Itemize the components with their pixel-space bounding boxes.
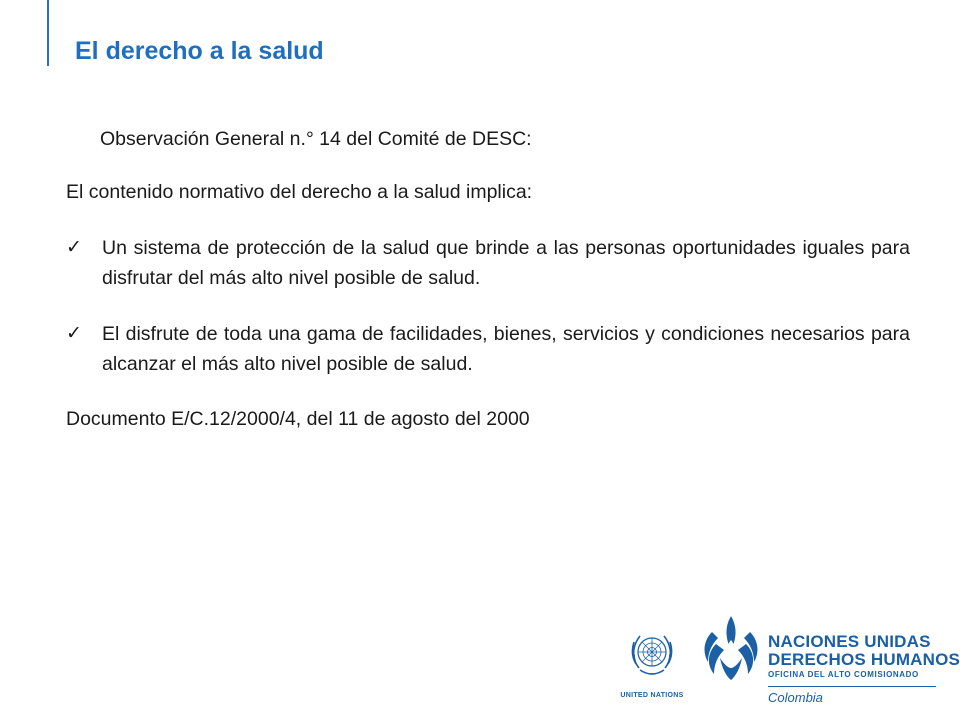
slide-title: El derecho a la salud xyxy=(75,37,324,65)
footer-logos xyxy=(620,610,960,710)
bullet-item xyxy=(66,233,910,293)
slide-body xyxy=(66,126,910,432)
accent-line xyxy=(47,0,49,66)
bullet-text: El disfrute de toda una gama de facilidades, bienes, servicios y condiciones necesarios para alcanzar el más alto nivel posible de salud. xyxy=(102,323,910,376)
un-emblem-icon xyxy=(626,628,678,680)
ohchr-country: Colombia xyxy=(768,690,823,705)
un-logo-text: UNITED NATIONS xyxy=(620,692,684,699)
ohchr-emblem-icon xyxy=(702,610,760,684)
check-icon: ✓ xyxy=(66,323,82,345)
ohchr-line-2: DERECHOS HUMANOS xyxy=(768,650,960,669)
check-icon: ✓ xyxy=(66,236,82,258)
ohchr-line-3: OFICINA DEL ALTO COMISIONADO xyxy=(768,670,919,679)
bullet-item xyxy=(66,319,910,379)
ohchr-line-1: NACIONES UNIDAS xyxy=(768,632,931,651)
ohchr-divider xyxy=(768,686,936,687)
bullet-text: Un sistema de protección de la salud que brinde a las personas oportunidades iguales para disfrutar del más alto nivel posible de salud. xyxy=(102,236,910,289)
document-reference: Documento E/C.12/2000/4, del 11 de agosto del 2000 xyxy=(66,407,530,430)
un-logo xyxy=(620,628,684,706)
slide-subtitle: Observación General n.° 14 del Comité de DESC: xyxy=(100,128,532,150)
intro-text: El contenido normativo del derecho a la salud implica: xyxy=(66,181,533,204)
